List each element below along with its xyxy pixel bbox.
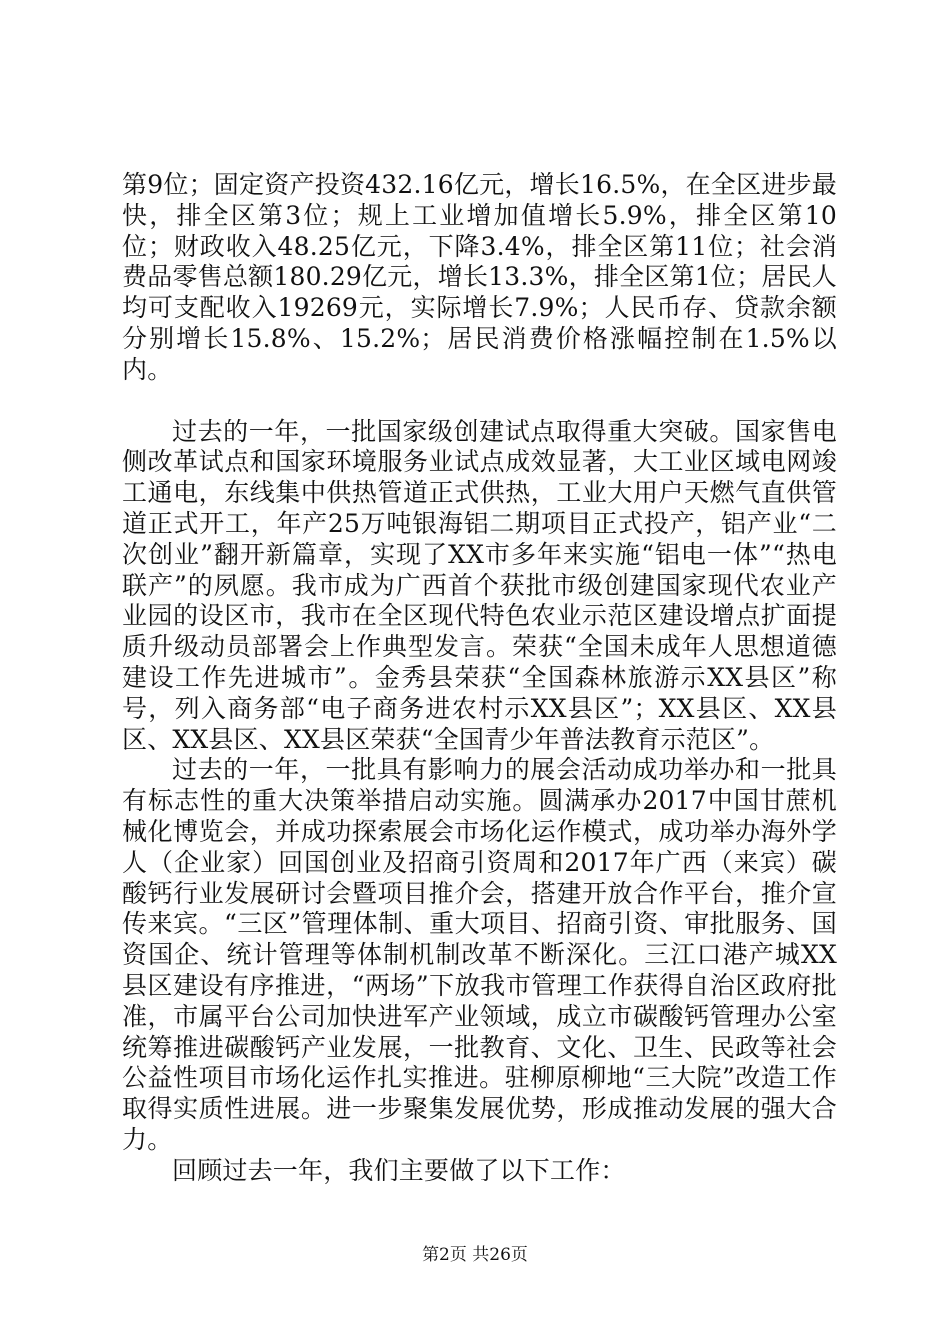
- paragraph-national-pilots: 过去的一年，一批国家级创建试点取得重大突破。国家售电侧改革试点和国家环境服务业试点成效显著，大工业区域电网竣工通电，东线集中供热管道正式供热，工业大用户天燃气直供管道正式开工，年产25万吨银海铝二期项目正式投产，铝产业“二次创业”翻开新篇章，实现了XX市多年来实施“铝电一体”“热电联产”的夙愿。我市成为广西首个获批市级创建国家现代农业产业园的设区市，我市在全区现代特色农业示范区建设增点扩面提质升级动员部署会上作典型发言。荣获“全国未成年人思想道德建设工作先进城市”。金秀县荣获“全国森林旅游示XX县区”称号，列入商务部“电子商务进农村示XX县区”；XX县区、XX县区、XX县区、XX县区荣获“全国青少年普法教育示范区”。: [122, 416, 837, 754]
- page-number-footer: 第2页 共26页: [422, 1245, 528, 1265]
- paragraph-exhibitions-reforms: 过去的一年，一批具有影响力的展会活动成功举办和一批具有标志性的重大决策举措启动实施。圆满承办2017中国甘蔗机械化博览会，并成功探索展会市场化运作模式，成功举办海外学人（企业家）回国创业及招商引资周和2017年广西（来宾）碳酸钙行业发展研讨会暨项目推介会，搭建开放合作平台，推介宣传来宾。“三区”管理体制、重大项目、招商引资、审批服务、国资国企、统计管理等体制机制改革不断深化。三江口港产城XX县区建设有序推进，“两场”下放我市管理工作获得自治区政府批准，市属平台公司加快进军产业领域，成立市碳酸钙管理办公室统筹推进碳酸钙产业发展，一批教育、文化、卫生、民政等社会公益性项目市场化运作扎实推进。驻柳原柳地“三大院”改造工作取得实质性进展。进一步聚集发展优势，形成推动发展的强大合力。: [122, 755, 837, 1154]
- paragraph-review-intro: 回顾过去一年，我们主要做了以下工作：: [172, 1155, 626, 1185]
- paragraph-gap: [122, 386, 837, 417]
- document-body: [122, 170, 837, 1187]
- paragraph-statistics: 第9位；固定资产投资432.16亿元，增长16.5%，在全区进步最快，排全区第3位；规上工业增加值增长5.9%，排全区第10位；财政收入48.25亿元，下降3.4%，排全区第11位；社会消费品零售总额180.29亿元，增长13.3%，排全区第1位；居民人均可支配收入19269元，实际增长7.9%；人民币存、贷款余额分别增长15.8%、15.2%；居民消费价格涨幅控制在1.5%以内。: [122, 170, 837, 384]
